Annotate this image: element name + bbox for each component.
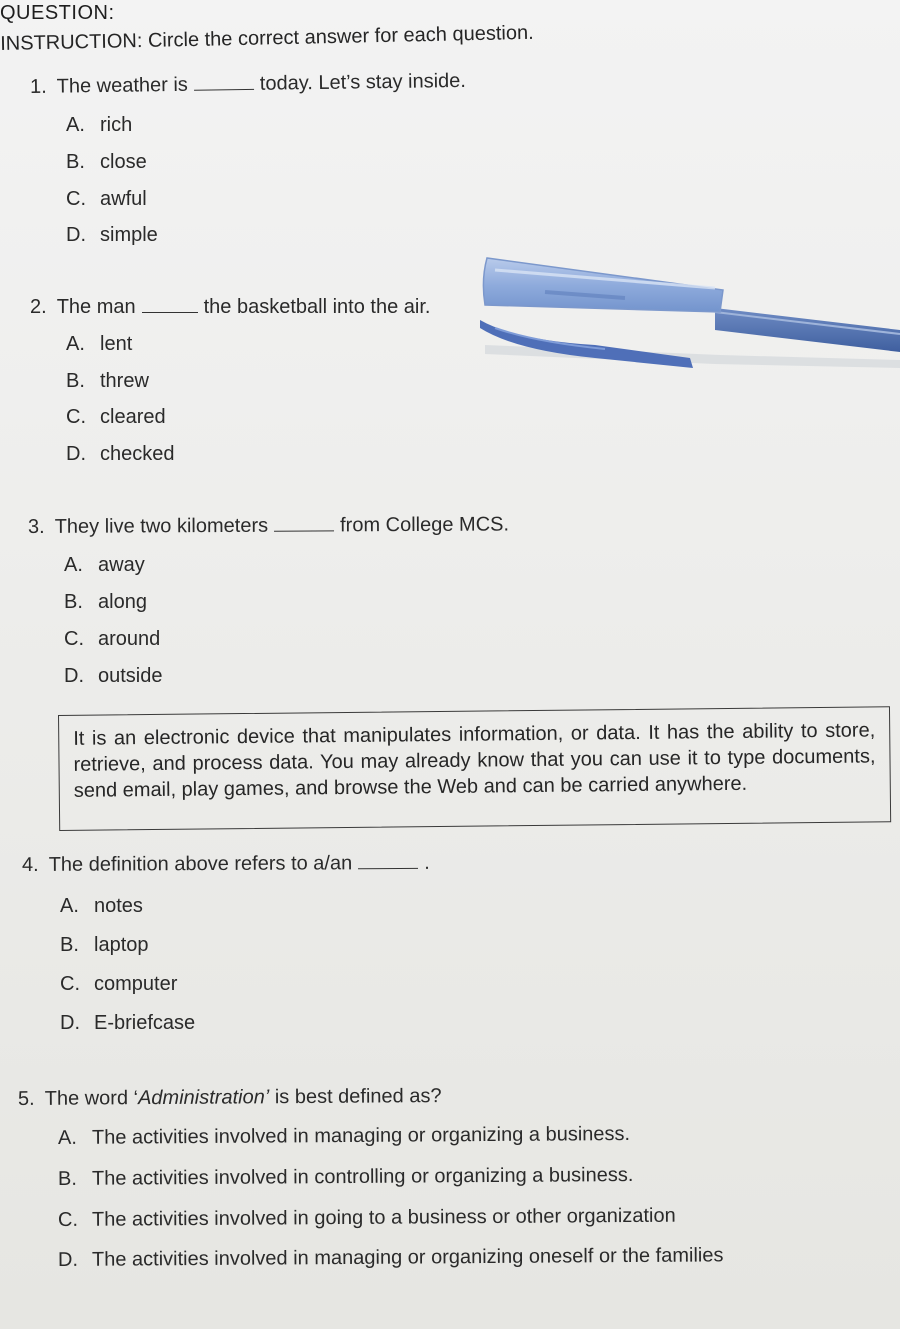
option-2b[interactable]: B. threw [66, 370, 149, 392]
option-5c[interactable]: C. The activities involved in going to a business or other organization [57, 1204, 676, 1231]
option-5b[interactable]: B. The activities involved in controlling or organizing a business. [57, 1163, 634, 1190]
option-5a[interactable]: A. The activities involved in managing or organizing a business. [57, 1123, 631, 1149]
question-stem-before: The word ‘ [44, 1087, 139, 1110]
question-header: QUESTION: [0, 2, 115, 24]
definition-text: It is an electronic device that manipulates information, or data. It has the ability to store, retrieve, and process data. You may already know that you can use it to type documents, send email, play games, and browse the Web and can be carried anywhere. [73, 719, 876, 802]
question-number: 4. [21, 853, 39, 876]
question-stem-after: from College MCS. [340, 513, 510, 537]
question-stem-before: The definition above refers to a/an [48, 852, 353, 876]
question-stem-after: today. Let’s stay inside. [259, 69, 467, 95]
answer-blank [142, 311, 198, 313]
option-1d[interactable]: D. simple [66, 224, 158, 246]
answer-blank [274, 529, 334, 531]
option-4c[interactable]: C. computer [60, 973, 178, 995]
question-stem-after: . [424, 851, 430, 874]
option-4b[interactable]: B. laptop [60, 934, 149, 956]
option-2d[interactable]: D. checked [66, 443, 175, 465]
definition-box [58, 706, 891, 831]
pen-image [475, 250, 900, 370]
instruction-text: Circle the correct answer for each question. [142, 21, 534, 53]
option-2c[interactable]: C. cleared [66, 406, 166, 428]
question-stem-italic: Administration’ [137, 1086, 270, 1110]
answer-blank [194, 88, 254, 91]
option-3c[interactable]: C. around [64, 628, 161, 650]
option-1a[interactable]: A. rich [66, 114, 133, 136]
question-2 [30, 296, 430, 319]
question-stem-after: is best defined as? [269, 1085, 442, 1109]
option-2a[interactable]: A. lent [66, 333, 133, 355]
answer-blank [358, 867, 418, 869]
option-1c[interactable]: C. awful [66, 188, 147, 210]
question-number: 3. [27, 515, 45, 538]
option-4a[interactable]: A. notes [60, 895, 143, 917]
question-1 [29, 69, 467, 99]
option-3a[interactable]: A. away [64, 554, 145, 576]
question-stem-before: The man [56, 296, 136, 318]
question-number: 1. [29, 75, 47, 98]
option-3d[interactable]: D. outside [64, 665, 163, 687]
question-number: 2. [30, 296, 47, 318]
instruction-prefix: INSTRUCTION: [0, 30, 143, 55]
option-3b[interactable]: B. along [64, 591, 147, 613]
option-5d[interactable]: D. The activities involved in managing or organizing oneself or the families [57, 1244, 724, 1271]
option-4d[interactable]: D. E-briefcase [60, 1012, 196, 1034]
instruction-line [0, 22, 534, 56]
question-stem-before: The weather is [56, 73, 188, 98]
question-stem-after: the basketball into the air. [203, 296, 431, 318]
question-3 [27, 513, 510, 539]
question-stem-before: They live two kilometers [54, 514, 269, 538]
option-1b[interactable]: B. close [66, 151, 147, 173]
question-5 [17, 1085, 442, 1111]
question-number: 5. [17, 1087, 35, 1110]
question-4 [21, 851, 430, 877]
